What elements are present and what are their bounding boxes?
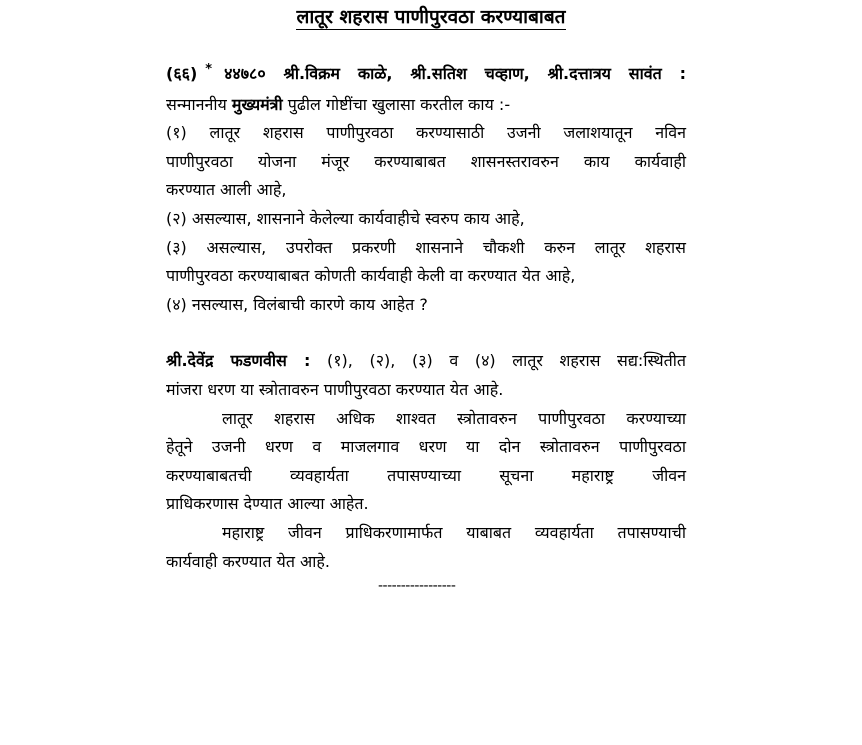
question-line: पाणीपुरवठा योजना मंजूर करण्याबाबत शासनस्तरावरुन काय कार्यवाही <box>166 151 686 171</box>
starred-question-mark: * <box>205 62 213 77</box>
document-title <box>0 4 862 30</box>
question-line: करण्यात आली आहे, <box>166 180 287 200</box>
answer-line: करण्याबाबतची व्यवहार्यता तपासण्याच्या सूचना महाराष्ट्र जीवन <box>166 465 686 485</box>
answer-line: मांजरा धरण या स्त्रोतावरुन पाणीपुरवठा करण्यात येत आहे. <box>166 379 504 399</box>
intro-minister: मुख्यमंत्री <box>231 94 283 114</box>
answer-line: प्राधिकरणास देण्यात आल्या आहेत. <box>166 494 369 514</box>
question-line: (३) असल्यास, उपरोक्त प्रकरणी शासनाने चौकशी करुन लातूर शहरास <box>166 237 686 257</box>
question-id: ४४७८० <box>224 64 266 83</box>
answer-respondent: श्री.देवेंद्र फडणवीस : <box>166 351 311 371</box>
question-intro <box>166 91 686 120</box>
question-line: पाणीपुरवठा करण्याबाबत कोणती कार्यवाही केली वा करण्यात येत आहे, <box>166 266 576 286</box>
answer-line: कार्यवाही करण्यात येत आहे. <box>166 551 330 571</box>
intro-prefix: सन्माननीय <box>166 94 227 114</box>
question-header <box>166 60 686 91</box>
end-marker: ----------------- <box>378 578 456 595</box>
document-body <box>166 60 686 596</box>
question-members: श्री.विक्रम काळे, श्री.सतिश चव्हाण, श्री.दत्तात्रय सावंत : <box>283 64 686 83</box>
title-text: लातूर शहरास पाणीपुरवठा करण्याबाबत <box>296 6 566 28</box>
answer-line: लातूर शहरास अधिक शाश्वत स्त्रोतावरुन पाणीपुरवठा करण्याच्या <box>222 408 686 428</box>
answer-line: महाराष्ट्र जीवन प्राधिकरणामार्फत याबाबत व्यवहार्यता तपासण्याची <box>222 522 686 542</box>
answer-first-line <box>166 347 686 376</box>
answer-first-line-text: (१), (२), (३) व (४) लातूर शहरास सद्य:स्थितीत <box>326 351 686 371</box>
question-line: (४) नसल्यास, विलंबाची कारणे काय आहेत ? <box>166 294 428 314</box>
question-line: (२) असल्यास, शासनाने केलेल्या कार्यवाहीचे स्वरुप काय आहे, <box>166 208 525 228</box>
section-gap <box>166 319 686 347</box>
answer-line: हेतूने उजनी धरण व माजलगाव धरण या दोन स्त्रोतावरुन पाणीपुरवठा <box>166 437 686 457</box>
question-line: (१) लातूर शहरास पाणीपुरवठा करण्यासाठी उजनी जलाशयातून नविन <box>166 123 686 143</box>
question-number: (६६) <box>166 64 198 83</box>
intro-suffix: पुढील गोष्टींचा खुलासा करतील काय :- <box>287 94 511 114</box>
